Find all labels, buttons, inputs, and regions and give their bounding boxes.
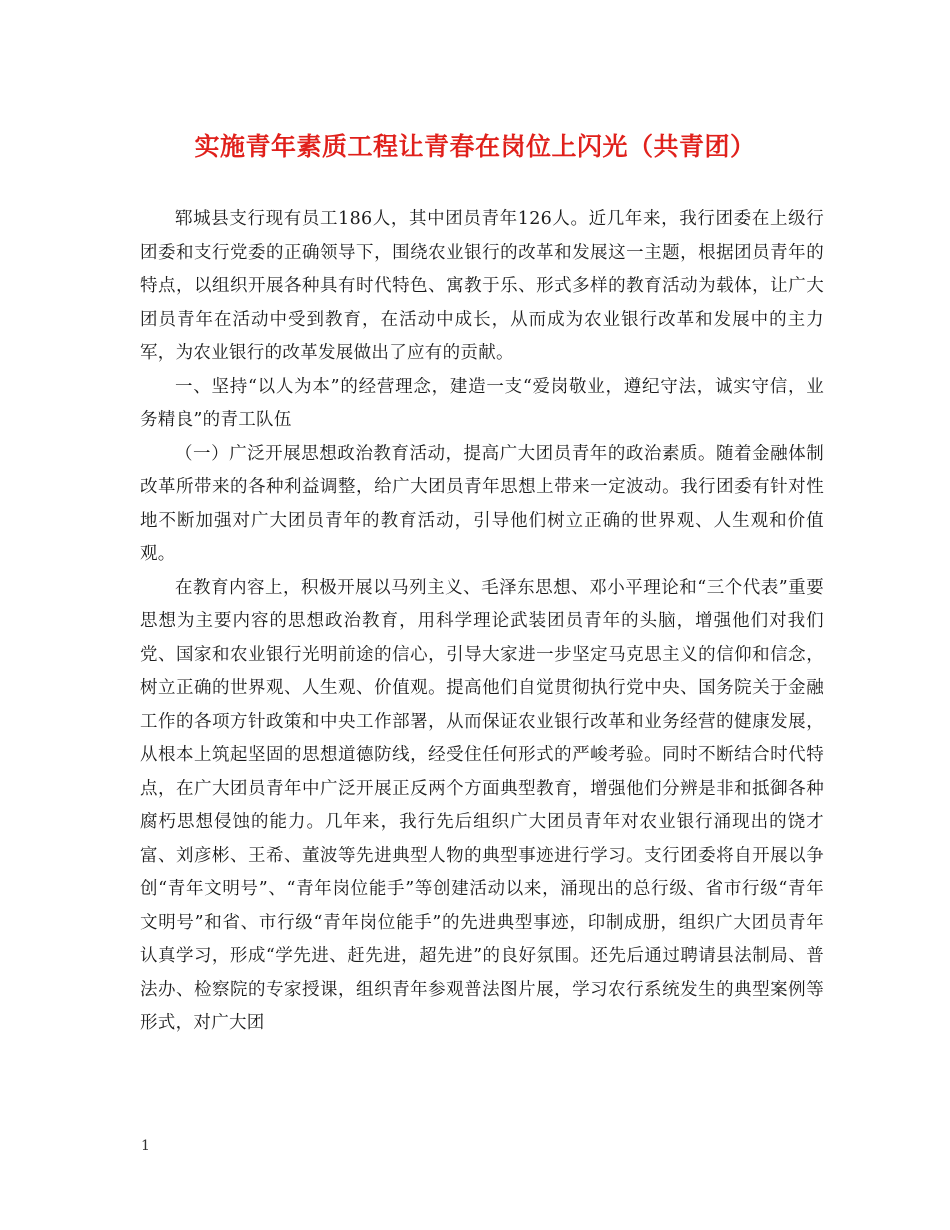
document-body [140, 203, 824, 1041]
paragraph-education-content: 在教育内容上，积极开展以马列主义、毛泽东思想、邓小平理论和“三个代表”重要思想为主要内容的思想政治教育，用科学理论武装团员青年的头脑，增强他们对我们党、国家和农业银行光明前途的信心，引导大家进一步坚定马克思主义的信仰和信念，树立正确的世界观、人生观、价值观。提高他们自觉贯彻执行党中央、国务院关于金融工作的各项方针政策和中央工作部署，从而保证农业银行改革和业务经营的健康发展，从根本上筑起坚固的思想道德防线，经受住任何形式的严峻考验。同时不断结合时代特点，在广大团员青年中广泛开展正反两个方面典型教育，增强他们分辨是非和抵御各种腐朽思想侵蚀的能力。几年来，我行先后组织广大团员青年对农业银行涌现出的饶才富、刘彦彬、王希、董波等先进典型人物的典型事迹进行学习。支行团委将自开展以争创“青年文明号”、“青年岗位能手”等创建活动以来，涌现出的总行级、省市行级“青年文明号”和省、市行级“青年岗位能手”的先进典型事迹，印制成册，组织广大团员青年认真学习，形成“学先进、赶先进，超先进”的良好氛围。还先后通过聘请县法制局、普法办、检察院的专家授课，组织青年参观普法图片展，学习农行系统发生的典型案例等形式，对广大团 [140, 577, 824, 1033]
document-title: 实施青年素质工程让青春在岗位上闪光（共青团） [194, 132, 756, 161]
paragraph-section-heading: 一、坚持“以人为本”的经营理念，建造一支“爱岗敬业，遵纪守法，诚实守信，业务精良”的青工队伍 [140, 376, 824, 430]
page-number: 1 [141, 1138, 150, 1154]
paragraph-subsection: （一）广泛开展思想政治教育活动，提高广大团员青年的政治素质。随着金融体制改革所带来的各种利益调整，给广大团员青年思想上带来一定波动。我行团委有针对性地不断加强对广大团员青年的教育活动，引导他们树立正确的世界观、人生观和价值观。 [140, 443, 824, 564]
paragraph-intro: 郓城县支行现有员工186人，其中团员青年126人。近几年来，我行团委在上级行团委和支行党委的正确领导下，围绕农业银行的改革和发展这一主题，根据团员青年的特点，以组织开展各种具有时代特色、寓教于乐、形式多样的教育活动为载体，让广大团员青年在活动中受到教育，在活动中成长，从而成为农业银行改革和发展中的主力军，为农业银行的改革发展做出了应有的贡献。 [140, 209, 824, 363]
